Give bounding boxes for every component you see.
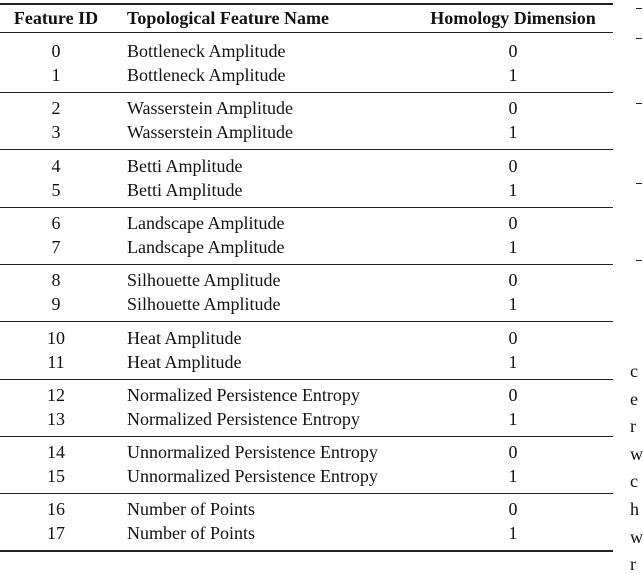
group-rule bbox=[0, 92, 613, 93]
side-text-fragment: c bbox=[630, 361, 638, 381]
feature-name: Silhouette Amplitude bbox=[127, 270, 281, 291]
feature-name: Wasserstein Amplitude bbox=[127, 122, 294, 143]
header-feature-name: Topological Feature Name bbox=[127, 8, 329, 28]
side-rule-fragment bbox=[636, 103, 642, 104]
feature-id: 3 bbox=[51, 122, 61, 143]
group-rule bbox=[0, 436, 613, 437]
feature-id: 1 bbox=[51, 65, 61, 85]
header-rule bbox=[0, 32, 613, 33]
feature-name: Landscape Amplitude bbox=[127, 212, 285, 233]
homology-dimension: 1 bbox=[508, 179, 518, 200]
group-rule bbox=[0, 149, 613, 150]
feature-id: 2 bbox=[51, 98, 61, 119]
feature-name: Wasserstein Amplitude bbox=[127, 98, 294, 119]
homology-dimension: 1 bbox=[508, 65, 518, 85]
group-rule bbox=[0, 207, 613, 208]
homology-dimension: 0 bbox=[508, 41, 518, 61]
homology-dimension: 0 bbox=[508, 442, 518, 463]
feature-id: 15 bbox=[47, 466, 65, 487]
side-rule-fragment bbox=[636, 38, 642, 39]
group-rule bbox=[0, 321, 613, 322]
feature-name: Normalized Persistence Entropy bbox=[127, 384, 360, 405]
homology-dimension: 0 bbox=[508, 270, 518, 291]
side-text-fragment: w bbox=[630, 443, 643, 464]
feature-id: 13 bbox=[47, 408, 65, 429]
side-text-fragment: h bbox=[630, 499, 639, 519]
side-rule-fragment bbox=[636, 260, 642, 261]
homology-dimension: 1 bbox=[508, 236, 518, 257]
homology-dimension: 1 bbox=[508, 466, 518, 487]
header-homology-dimension: Homology Dimension bbox=[430, 8, 596, 28]
feature-name: Normalized Persistence Entropy bbox=[127, 408, 360, 429]
side-rule-fragment bbox=[636, 8, 642, 9]
homology-dimension: 0 bbox=[508, 327, 518, 348]
homology-dimension: 0 bbox=[508, 98, 518, 119]
homology-dimension: 0 bbox=[508, 155, 518, 176]
feature-name: Betti Amplitude bbox=[127, 155, 243, 176]
homology-dimension: 1 bbox=[508, 523, 518, 544]
feature-id: 9 bbox=[51, 294, 61, 315]
homology-dimension: 1 bbox=[508, 122, 518, 143]
header-feature-id: Feature ID bbox=[13, 8, 99, 28]
feature-name: Landscape Amplitude bbox=[127, 236, 285, 257]
feature-name: Silhouette Amplitude bbox=[127, 294, 281, 315]
group-rule bbox=[0, 550, 613, 552]
feature-id: 5 bbox=[51, 179, 61, 200]
side-text-fragment: r bbox=[630, 554, 636, 574]
feature-id: 16 bbox=[47, 499, 65, 520]
homology-dimension: 0 bbox=[508, 384, 518, 405]
feature-name: Bottleneck Amplitude bbox=[127, 41, 286, 61]
feature-id: 7 bbox=[51, 236, 61, 257]
homology-dimension: 1 bbox=[508, 294, 518, 315]
feature-name: Betti Amplitude bbox=[127, 179, 243, 200]
group-rule bbox=[0, 264, 613, 265]
side-text-fragment: c bbox=[630, 471, 638, 492]
feature-name: Number of Points bbox=[127, 523, 255, 544]
feature-id: 11 bbox=[47, 351, 65, 372]
homology-dimension: 1 bbox=[508, 408, 518, 429]
feature-name: Unnormalized Persistence Entropy bbox=[127, 466, 378, 487]
homology-dimension: 1 bbox=[508, 351, 518, 372]
feature-name: Number of Points bbox=[127, 499, 255, 520]
feature-name: Heat Amplitude bbox=[127, 327, 242, 348]
feature-id: 4 bbox=[51, 155, 61, 176]
side-text-fragment: e bbox=[630, 388, 638, 409]
group-rule bbox=[0, 493, 613, 494]
feature-id: 14 bbox=[47, 442, 65, 463]
side-text-fragment: w bbox=[630, 526, 643, 547]
feature-id: 8 bbox=[51, 270, 61, 291]
side-text-fragment: r bbox=[630, 416, 636, 437]
feature-id: 12 bbox=[47, 384, 65, 405]
feature-id: 10 bbox=[47, 327, 65, 348]
feature-name: Unnormalized Persistence Entropy bbox=[127, 442, 378, 463]
feature-id: 0 bbox=[51, 41, 61, 61]
top-rule bbox=[0, 3, 613, 5]
feature-name: Bottleneck Amplitude bbox=[127, 65, 286, 85]
homology-dimension: 0 bbox=[508, 499, 518, 520]
side-rule-fragment bbox=[636, 183, 642, 184]
feature-name: Heat Amplitude bbox=[127, 351, 242, 372]
homology-dimension: 0 bbox=[508, 212, 518, 233]
feature-id: 17 bbox=[47, 523, 65, 544]
group-rule bbox=[0, 379, 613, 380]
feature-id: 6 bbox=[51, 212, 61, 233]
